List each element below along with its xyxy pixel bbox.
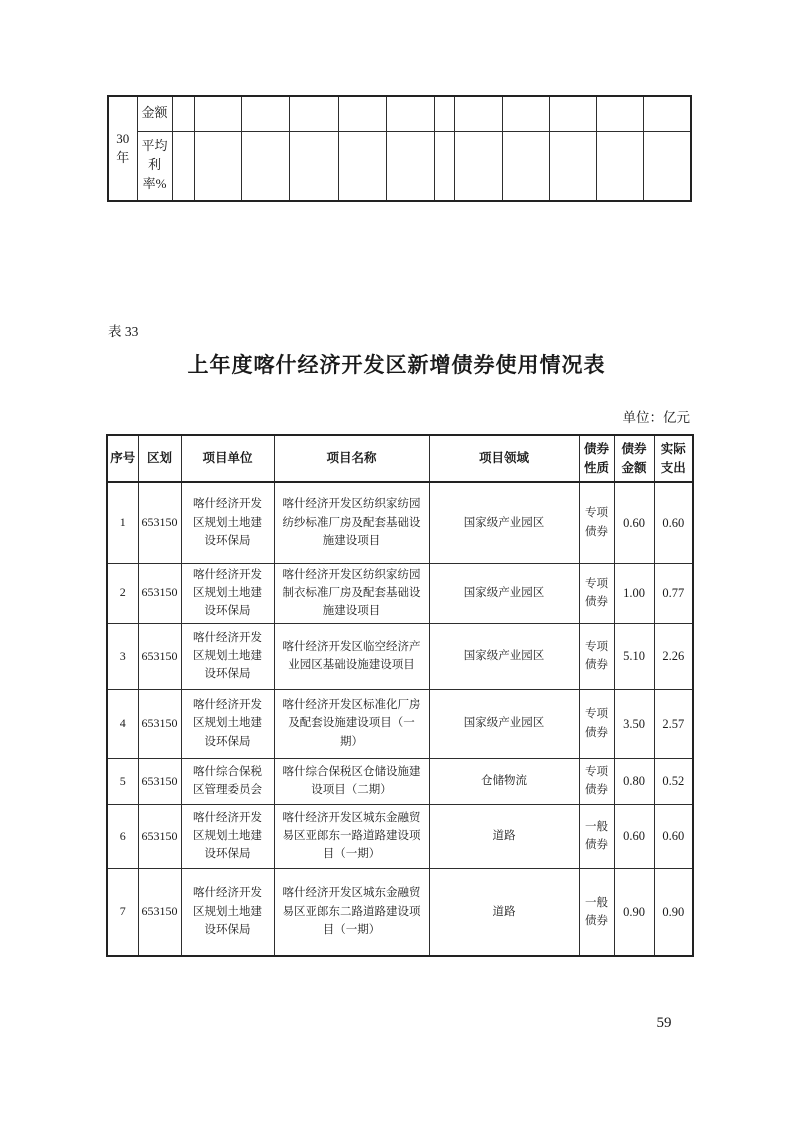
cell-bond-nature: 一般债券 [579, 868, 614, 956]
cell-bond-nature: 专项债券 [579, 623, 614, 689]
header-project-unit: 项目单位 [181, 435, 274, 482]
cell-region-code: 653150 [138, 868, 181, 956]
table-row [107, 689, 693, 758]
table-tag: 表 33 [108, 324, 139, 339]
cell-project-field: 道路 [429, 868, 579, 956]
table-row [107, 482, 693, 563]
cell-actual-spent: 0.60 [654, 482, 693, 563]
empty-cell [338, 131, 386, 201]
cell-seq: 1 [107, 482, 138, 563]
header-seq: 序号 [107, 435, 138, 482]
cell-seq: 2 [107, 563, 138, 623]
empty-cell [172, 131, 194, 201]
cell-region-code: 653150 [138, 804, 181, 868]
cell-project-field: 国家级产业园区 [429, 689, 579, 758]
cell-project-unit: 喀什经济开发区规划土地建设环保局 [181, 868, 274, 956]
cell-project-field: 国家级产业园区 [429, 482, 579, 563]
cell-region-code: 653150 [138, 623, 181, 689]
cell-project-unit: 喀什经济开发区规划土地建设环保局 [181, 563, 274, 623]
cell-actual-spent: 0.77 [654, 563, 693, 623]
cell-project-unit: 喀什经济开发区规划土地建设环保局 [181, 804, 274, 868]
cell-bond-amount: 3.50 [614, 689, 654, 758]
continuation-row-amount [108, 96, 691, 131]
bond-usage-table [106, 434, 694, 957]
cell-seq: 7 [107, 868, 138, 956]
empty-cell [643, 96, 691, 131]
cell-project-name: 喀什经济开发区城东金融贸易区亚郎东二路道路建设项目（一期） [274, 868, 429, 956]
table33-body [107, 482, 693, 956]
header-actual-spent: 实际支出 [654, 435, 693, 482]
cell-project-field: 仓储物流 [429, 758, 579, 804]
header-bond-amount: 债券金额 [614, 435, 654, 482]
cell-project-name: 喀什经济开发区纺织家纺园制衣标准厂房及配套基础设施建设项目 [274, 563, 429, 623]
empty-cell [502, 131, 549, 201]
cell-actual-spent: 0.60 [654, 804, 693, 868]
empty-cell [643, 131, 691, 201]
empty-cell [241, 96, 289, 131]
unit-label: 单位：亿元 [622, 410, 690, 425]
empty-cell [386, 96, 434, 131]
header-bond-nature: 债券性质 [579, 435, 614, 482]
empty-cell [434, 131, 454, 201]
empty-cell [549, 131, 596, 201]
cell-seq: 5 [107, 758, 138, 804]
cell-seq: 4 [107, 689, 138, 758]
avg-rate-row-label: 平均利率% [137, 131, 172, 201]
page-number: 59 [656, 1015, 672, 1031]
cell-seq: 3 [107, 623, 138, 689]
cell-project-name: 喀什经济开发区标准化厂房及配套设施建设项目（一期） [274, 689, 429, 758]
cell-region-code: 653150 [138, 689, 181, 758]
cell-bond-amount: 5.10 [614, 623, 654, 689]
empty-cell [194, 131, 241, 201]
table-row [107, 758, 693, 804]
cell-project-name: 喀什经济开发区临空经济产业园区基础设施建设项目 [274, 623, 429, 689]
cell-region-code: 653150 [138, 482, 181, 563]
cell-project-field: 道路 [429, 804, 579, 868]
empty-cell [596, 96, 643, 131]
table-row [107, 868, 693, 956]
cell-bond-nature: 专项债券 [579, 758, 614, 804]
empty-cell [289, 96, 338, 131]
empty-cell [338, 96, 386, 131]
cell-project-unit: 喀什经济开发区规划土地建设环保局 [181, 689, 274, 758]
cell-bond-nature: 一般债券 [579, 804, 614, 868]
cell-bond-nature: 专项债券 [579, 482, 614, 563]
cell-actual-spent: 0.52 [654, 758, 693, 804]
header-region: 区划 [138, 435, 181, 482]
cell-bond-amount: 0.60 [614, 804, 654, 868]
cell-actual-spent: 2.57 [654, 689, 693, 758]
header-project-name: 项目名称 [274, 435, 429, 482]
page-title: 上年度喀什经济开发区新增债券使用情况表 [187, 353, 606, 377]
empty-cell [596, 131, 643, 201]
cell-project-field: 国家级产业园区 [429, 563, 579, 623]
empty-cell [454, 96, 502, 131]
cell-project-unit: 喀什综合保税区管理委员会 [181, 758, 274, 804]
empty-cell [549, 96, 596, 131]
empty-cell [386, 131, 434, 201]
empty-cell [172, 96, 194, 131]
cell-actual-spent: 0.90 [654, 868, 693, 956]
empty-cell [434, 96, 454, 131]
cell-bond-nature: 专项债券 [579, 563, 614, 623]
table-row [107, 804, 693, 868]
empty-cell [194, 96, 241, 131]
amount-row-label: 金额 [137, 96, 172, 131]
empty-cell [454, 131, 502, 201]
cell-bond-amount: 0.90 [614, 868, 654, 956]
cell-project-field: 国家级产业园区 [429, 623, 579, 689]
header-project-field: 项目领域 [429, 435, 579, 482]
table-row [107, 563, 693, 623]
cell-project-name: 喀什综合保税区仓储设施建设项目（二期） [274, 758, 429, 804]
year-group-label: 30年 [108, 96, 137, 201]
cell-bond-amount: 1.00 [614, 563, 654, 623]
table-row [107, 623, 693, 689]
cell-project-unit: 喀什经济开发区规划土地建设环保局 [181, 623, 274, 689]
empty-cell [289, 131, 338, 201]
cell-region-code: 653150 [138, 758, 181, 804]
cell-seq: 6 [107, 804, 138, 868]
continuation-table [107, 95, 692, 202]
empty-cell [241, 131, 289, 201]
empty-cell [502, 96, 549, 131]
continuation-row-avg-rate [108, 131, 691, 201]
cell-region-code: 653150 [138, 563, 181, 623]
cell-project-unit: 喀什经济开发区规划土地建设环保局 [181, 482, 274, 563]
cell-bond-amount: 0.60 [614, 482, 654, 563]
cell-project-name: 喀什经济开发区城东金融贸易区亚郎东一路道路建设项目（一期） [274, 804, 429, 868]
cell-bond-nature: 专项债券 [579, 689, 614, 758]
cell-project-name: 喀什经济开发区纺织家纺园纺纱标准厂房及配套基础设施建设项目 [274, 482, 429, 563]
cell-bond-amount: 0.80 [614, 758, 654, 804]
cell-actual-spent: 2.26 [654, 623, 693, 689]
header-row [107, 435, 693, 482]
